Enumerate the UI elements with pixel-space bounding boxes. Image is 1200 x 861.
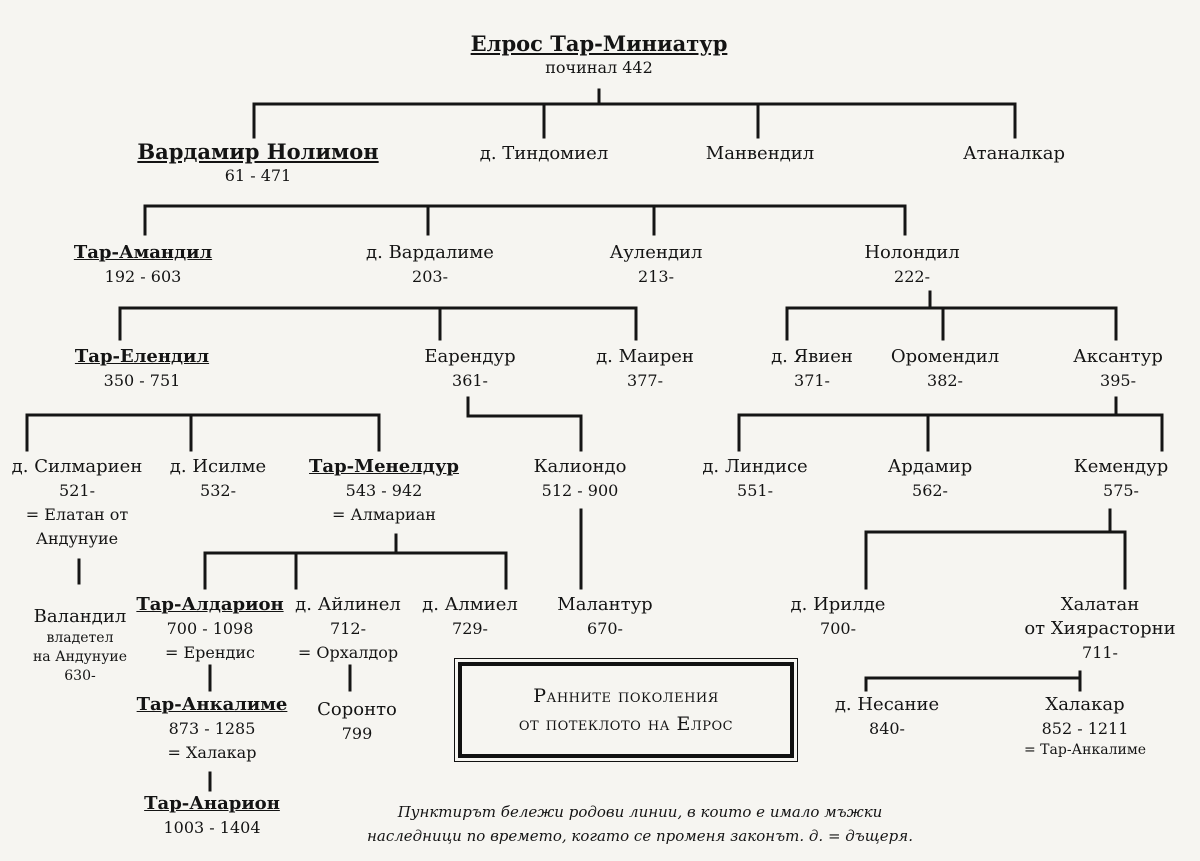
person-name: Валандил bbox=[33, 606, 127, 627]
person-spouse: = Алмариан bbox=[332, 505, 436, 524]
person-yavien bbox=[771, 345, 853, 393]
person-dates: 729- bbox=[452, 619, 488, 638]
footnote bbox=[367, 800, 913, 848]
person-vardalime bbox=[366, 241, 494, 289]
person-dates: 700- bbox=[820, 619, 856, 638]
person-name: Еарендур bbox=[424, 346, 516, 367]
person-name: Оромендил bbox=[890, 346, 1000, 367]
person-dates: 61 - 471 bbox=[224, 166, 292, 185]
person-dates: 712- bbox=[330, 619, 366, 638]
person-kaliondo bbox=[534, 455, 627, 503]
person-name: д. Айлинел bbox=[295, 594, 401, 615]
person-almiel bbox=[422, 593, 518, 641]
person-tar-amandil bbox=[74, 241, 212, 289]
person-dates: 840- bbox=[869, 719, 905, 738]
person-name: д. Силмариен bbox=[11, 456, 143, 477]
person-dates: 700 - 1098 bbox=[166, 619, 254, 638]
person-silmarien bbox=[12, 455, 143, 551]
chart-title-line2: от потеклото на Елрос bbox=[518, 713, 734, 735]
person-title-place: на Андунуие bbox=[32, 649, 128, 665]
person-name: Тар-Анкалиме bbox=[136, 694, 288, 715]
person-name: Аулендил bbox=[609, 242, 703, 263]
person-name: Тар-Анарион bbox=[144, 793, 280, 814]
person-dates: 512 - 900 bbox=[541, 481, 619, 500]
person-dates: 532- bbox=[200, 481, 236, 500]
person-nesanie bbox=[835, 693, 939, 741]
person-dates: 350 - 751 bbox=[103, 371, 181, 390]
person-spouse: = Халакар bbox=[167, 743, 257, 762]
person-irilde bbox=[791, 593, 886, 641]
person-vardamir bbox=[137, 140, 378, 188]
person-spouse: = Орхалдор bbox=[297, 643, 399, 662]
person-dates: 852 - 1211 bbox=[1041, 719, 1129, 738]
person-spouse: = Ерендис bbox=[164, 643, 256, 662]
person-dates: 377- bbox=[627, 371, 663, 390]
person-tar-elendil bbox=[75, 345, 209, 393]
person-name: Ардамир bbox=[887, 456, 973, 477]
person-name: д. Несание bbox=[834, 694, 940, 715]
person-earendur bbox=[424, 345, 515, 393]
person-name: д. Ирилде bbox=[790, 594, 886, 615]
person-halatan bbox=[1024, 593, 1175, 665]
person-name: Елрос Тар-Миниатур bbox=[470, 31, 728, 56]
person-name: д. Явиен bbox=[771, 346, 853, 367]
person-name: Манвендил bbox=[705, 143, 815, 164]
person-dates: 213- bbox=[638, 267, 674, 286]
person-dates: 395- bbox=[1100, 371, 1136, 390]
person-dates: 192 - 603 bbox=[104, 267, 182, 286]
person-ardamir bbox=[888, 455, 973, 503]
person-dates: 222- bbox=[894, 267, 930, 286]
person-spouse: = Тар-Анкалиме bbox=[1024, 742, 1146, 758]
chart-title-box bbox=[458, 662, 794, 758]
person-name: Тар-Амандил bbox=[73, 242, 213, 263]
person-name: Нолондил bbox=[864, 242, 960, 263]
person-spouse-place: Андунуие bbox=[35, 529, 119, 548]
person-tar-aldarion bbox=[136, 593, 283, 665]
person-valandil bbox=[33, 605, 127, 686]
person-tar-anarion bbox=[144, 792, 280, 840]
person-name: Тар-Менелдур bbox=[309, 456, 459, 477]
person-dates: 1003 - 1404 bbox=[163, 818, 261, 837]
footnote-line2: наследници по времето, когато се променя законът. д. = дъщеря. bbox=[367, 827, 913, 845]
person-isilme bbox=[170, 455, 266, 503]
person-dates: 521- bbox=[59, 481, 95, 500]
chart-title-line1: Ранните поколения bbox=[533, 685, 719, 707]
person-name: Калиондо bbox=[533, 456, 627, 477]
person-name: Халатан bbox=[1060, 594, 1140, 615]
person-name: Малантур bbox=[557, 594, 653, 615]
person-malantur bbox=[557, 593, 652, 641]
person-dates: 382- bbox=[927, 371, 963, 390]
person-name: Атаналкар bbox=[963, 143, 1065, 164]
footnote-line1: Пунктирът бележи родови линии, в които е имало мъжки bbox=[397, 803, 883, 821]
person-name: Тар-Алдарион bbox=[136, 594, 284, 615]
person-name: Аксантур bbox=[1073, 346, 1163, 367]
person-dates: 361- bbox=[452, 371, 488, 390]
person-aulendil bbox=[610, 241, 703, 289]
person-name: Кемендур bbox=[1073, 456, 1169, 477]
person-lindise bbox=[702, 455, 807, 503]
person-oromendil bbox=[891, 345, 999, 393]
person-halakar bbox=[1024, 693, 1146, 760]
person-mairen bbox=[596, 345, 694, 393]
person-dates: 670- bbox=[587, 619, 623, 638]
person-manvendil bbox=[706, 142, 814, 166]
person-atanalkar bbox=[963, 142, 1065, 166]
person-name: д. Линдисе bbox=[702, 456, 808, 477]
person-tindomiel bbox=[480, 142, 609, 166]
person-aksantur bbox=[1073, 345, 1163, 393]
person-soronto bbox=[317, 698, 397, 746]
person-spouse: = Елатан от bbox=[25, 505, 129, 524]
person-dates: 371- bbox=[794, 371, 830, 390]
person-name: Соронто bbox=[317, 699, 397, 720]
person-name: д. Исилме bbox=[169, 456, 267, 477]
person-nolondil bbox=[864, 241, 959, 289]
person-name: Вардамир Нолимон bbox=[137, 139, 379, 164]
person-tar-meneldur bbox=[309, 455, 459, 527]
person-name: Тар-Елендил bbox=[74, 346, 210, 367]
person-name: д. Алмиел bbox=[422, 594, 518, 615]
person-name: Халакар bbox=[1045, 694, 1125, 715]
person-dates: 203- bbox=[412, 267, 448, 286]
person-dates: починал 442 bbox=[545, 58, 653, 77]
person-dates: 873 - 1285 bbox=[168, 719, 256, 738]
person-dates: 543 - 942 bbox=[345, 481, 423, 500]
person-kemendur bbox=[1074, 455, 1168, 503]
person-ailinel bbox=[295, 593, 401, 665]
person-name: д. Вардалиме bbox=[366, 242, 494, 263]
person-name: д. Тиндомиел bbox=[479, 143, 609, 164]
person-dates: 630- bbox=[64, 668, 96, 684]
person-tar-ankalime bbox=[137, 693, 288, 765]
person-dates: 799 bbox=[341, 724, 373, 743]
person-dates: 711- bbox=[1082, 643, 1118, 662]
person-dates: 551- bbox=[737, 481, 773, 500]
person-name: д. Маирен bbox=[596, 346, 694, 367]
person-dates: 562- bbox=[912, 481, 948, 500]
person-title: владетел bbox=[46, 630, 114, 646]
person-dates: 575- bbox=[1103, 481, 1139, 500]
person-elros bbox=[471, 32, 728, 80]
person-origin: от Хиярасторни bbox=[1024, 618, 1176, 639]
